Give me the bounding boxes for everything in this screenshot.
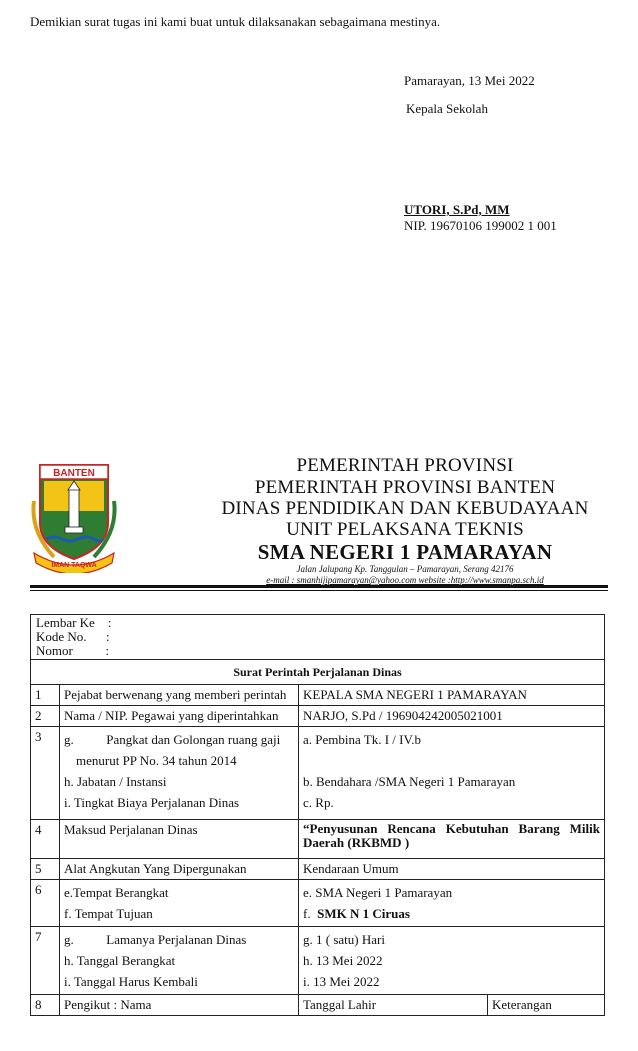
row-label: Alat Angkutan Yang Dipergunakan	[60, 859, 299, 880]
school-address: Jalan Jalupang Kp. Tanggulan – Pamarayan, Serang 42176	[296, 564, 514, 574]
nomor-label: Nomor :	[36, 643, 109, 658]
row-label: g. Lamanya Perjalanan Dinas	[64, 932, 247, 947]
row-value: “Penyusunan Rencana Kebutuhan Barang Milik Daerah (RKBMD )	[299, 820, 605, 859]
kop-line-2: PEMERINTAH PROVINSI BANTEN	[254, 477, 556, 498]
row-value: a. Pembina Tk. I / IV.b	[303, 732, 421, 747]
row-value: h. 13 Mei 2022	[303, 953, 383, 968]
row-number: 3	[31, 727, 60, 820]
row-label: h. Jabatan / Instansi	[64, 774, 167, 789]
row-value: e. SMA Negeri 1 Pamarayan	[303, 885, 453, 900]
table-row	[31, 927, 605, 995]
row-value: i. 13 Mei 2022	[303, 974, 380, 989]
row-label: i. Tingkat Biaya Perjalanan Dinas	[64, 795, 240, 810]
table-row	[31, 706, 605, 727]
form-title-row	[31, 660, 605, 685]
kop-divider-thin	[30, 590, 608, 591]
row-number: 5	[31, 859, 60, 880]
row-label: Maksud Perjalanan Dinas	[60, 820, 299, 859]
lembar-label: Lembar Ke :	[36, 615, 112, 630]
row-value: Keterangan	[488, 995, 605, 1016]
row-value-prefix: f.	[303, 906, 311, 921]
logo-motto-text: IMAN TAQWA	[51, 562, 97, 569]
row-number: 8	[31, 995, 60, 1016]
row-label: Pejabat berwenang yang memberi perintah	[60, 685, 299, 706]
row-number: 6	[31, 880, 60, 927]
row-value: g. 1 ( satu) Hari	[303, 932, 385, 947]
kode-label: Kode No. :	[36, 629, 110, 644]
table-row	[31, 685, 605, 706]
table-row	[31, 995, 605, 1016]
row-value: KEPALA SMA NEGERI 1 PAMARAYAN	[299, 685, 605, 706]
signer-position: Kepala Sekolah	[406, 101, 488, 116]
banten-emblem-icon	[28, 461, 120, 573]
signer-name: UTORI, S.Pd, MM	[404, 202, 510, 217]
table-row	[31, 820, 605, 859]
form-title: Surat Perintah Perjalanan Dinas	[31, 660, 605, 685]
signer-nip: NIP. 19670106 199002 1 001	[404, 218, 557, 233]
place-date: Pamarayan, 13 Mei 2022	[404, 73, 535, 88]
row-value: Kendaraan Umum	[299, 859, 605, 880]
row-label: i. Tanggal Harus Kembali	[64, 974, 198, 989]
row-value: SMK N 1 Ciruas	[317, 906, 410, 921]
row-number: 2	[31, 706, 60, 727]
spd-form-table	[30, 614, 605, 1016]
row-number: 1	[31, 685, 60, 706]
closing-statement: Demikian surat tugas ini kami buat untuk dilaksanakan sebagaimana mestinya.	[30, 14, 441, 29]
kop-line-3: DINAS PENDIDIKAN DAN KEBUDAYAAN	[221, 498, 589, 519]
logo-top-text: BANTEN	[53, 468, 95, 479]
row-label: Nama / NIP. Pegawai yang diperintahkan	[60, 706, 299, 727]
row-value: c. Rp.	[303, 795, 334, 810]
row-label: f. Tempat Tujuan	[64, 906, 153, 921]
row-label: g. Pangkat dan Golongan ruang gaji	[64, 732, 281, 747]
kop-line-1: PEMERINTAH PROVINSI	[296, 455, 514, 476]
table-row	[31, 859, 605, 880]
row-label: h. Tanggal Berangkat	[64, 953, 176, 968]
school-contact: e-mail : smanhijipamarayan@yahoo.com website :http://www.smanpa.sch.id	[266, 575, 544, 585]
table-row	[31, 880, 605, 927]
row-label: menurut PP No. 34 tahun 2014	[76, 753, 237, 768]
kop-divider-thick	[30, 585, 608, 588]
row-label: e.Tempat Berangkat	[64, 885, 169, 900]
banten-logo	[28, 461, 120, 573]
row-value: Tanggal Lahir	[299, 995, 488, 1016]
form-header-row	[31, 615, 605, 660]
row-number: 7	[31, 927, 60, 995]
school-name: SMA NEGERI 1 PAMARAYAN	[257, 540, 553, 564]
row-value: NARJO, S.Pd / 196904242005021001	[299, 706, 605, 727]
row-number: 4	[31, 820, 60, 859]
kop-line-4: UNIT PELAKSANA TEKNIS	[286, 519, 524, 540]
row-value: b. Bendahara /SMA Negeri 1 Pamarayan	[303, 774, 516, 789]
row-label: Pengikut : Nama	[60, 995, 299, 1016]
table-row	[31, 727, 605, 820]
